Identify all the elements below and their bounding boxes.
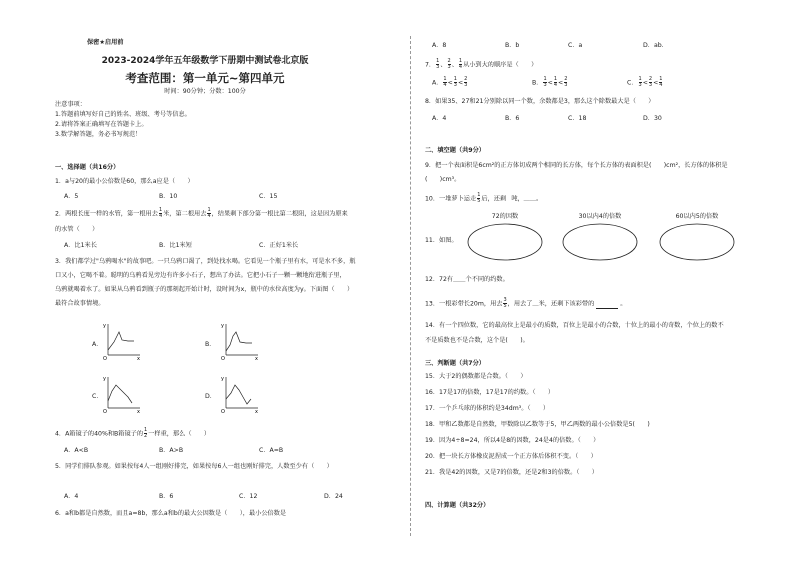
question-3-line: 最符合故事情境。: [55, 300, 105, 307]
graph-label-a[interactable]: A．: [92, 341, 103, 348]
q2-option-a[interactable]: A．比1米长: [64, 242, 97, 249]
question-15: 15．大于2的偶数都是合数。（ ）: [425, 373, 527, 380]
q5-option-a[interactable]: A．4: [64, 493, 79, 500]
question-20: 20．把一块长方体橡皮泥捏成一个正方体后体积不变。（ ）: [425, 453, 597, 460]
question-2-cont: 的水管（ ）: [55, 226, 99, 233]
q8-option-d[interactable]: D．30: [643, 115, 662, 122]
q7-option-a[interactable]: A． $\frac{1}{4}$ < $\frac{1}{3}$ < $\frac{2}{3}$: [432, 76, 468, 88]
graph-d: [220, 373, 260, 413]
q8-option-c[interactable]: C．18: [568, 115, 587, 122]
axis-x-label: x: [137, 356, 140, 360]
q8-option-b[interactable]: B．6: [505, 115, 520, 122]
axis-y-label: y: [103, 376, 106, 382]
question-19: 19．因为4÷8=24，所以4是8的因数，24是4的倍数。（ ）: [425, 437, 600, 444]
section-fill-heading: 二、填空题（共9分）: [425, 147, 485, 154]
oval-72-factors: [468, 224, 542, 260]
question-21: 21．我是42的因数，又是7的倍数，还是2和3的倍数。（ ）: [425, 469, 598, 476]
question-16: 16．17是17的倍数，17是17的约数。（ ）: [425, 389, 555, 396]
q6-option-a[interactable]: A．8: [432, 42, 447, 49]
venn-ovals: [465, 222, 755, 264]
q4-option-c[interactable]: C．A=B: [259, 447, 284, 454]
question-4: 4．A箱镜子的40%和B箱镜子的 $\frac{1}{2}$ 一样重，那么（ ）: [55, 427, 211, 439]
exam-meta: 时间：90分钟；分数：100分: [164, 88, 246, 95]
axis-origin-label: O: [103, 409, 107, 413]
graph-label-c[interactable]: C．: [92, 393, 103, 400]
question-5: 5．同学们排队参观。如果按每4人一组刚好排完，如果按每6人一组也刚好排完，人数至少有（ ）: [55, 463, 333, 470]
question-2: 2．两根长度一样的水管，第一根用去 $\frac{1}{4}$ 米，第二根用去 $\frac{1}{4}$ ，结果剩下部分第一根比第二根阻，这是因为原来: [55, 207, 348, 219]
fraction: $\frac{2}{3}$: [447, 58, 451, 70]
question-14-cont: 不是质数也不是合数，这个是( )。: [425, 337, 529, 344]
q7-option-c[interactable]: C． $\frac{1}{3}$ < $\frac{2}{3}$ < $\frac{1}{4}$: [627, 76, 663, 88]
fraction: $\frac{1}{4}$: [207, 207, 211, 219]
question-10: 10．一堆萝卜运走 $\frac{1}{5}$ 后，还剩 吨，＿＿。: [425, 192, 543, 204]
graph-b: [220, 320, 260, 360]
question-7: 7． $\frac{1}{3}$ 、 $\frac{2}{3}$ 、 $\frac{1}{4}$ 从小到大的顺序是（ ）: [425, 58, 538, 70]
axis-x-label: x: [255, 409, 258, 413]
axis-y-label: y: [103, 323, 106, 329]
question-3-line: 乌鸦就喝着水了。如果从乌鸦看到瓶子的那刻起开始计时，设时间为x，瓶中的水位高度为y。下面图（ ）: [55, 286, 354, 293]
question-11: 11．如图。: [425, 237, 458, 244]
axis-origin-label: O: [221, 356, 225, 360]
section-judge-heading: 三、判断题（共7分）: [425, 360, 485, 367]
question-18: 18．甲和乙数都是自然数，甲数除以乙数等于5，甲乙两数的最小公倍数是5( ): [425, 421, 650, 428]
section-calc-heading: 四、计算题（共32分）: [425, 502, 490, 509]
q5-option-d[interactable]: D．24: [324, 493, 343, 500]
axis-x-label: x: [137, 409, 140, 413]
axis-x-label: x: [255, 356, 258, 360]
axis-y-label: y: [221, 323, 224, 329]
secret-label: 保密★启用前: [87, 39, 124, 46]
question-17: 17．一个乒乓球的体积约是34dm³。（ ）: [425, 405, 550, 412]
fraction: $\frac{1}{3}$: [436, 58, 440, 70]
oval-4-multiples: [563, 224, 637, 260]
fraction: $\frac{3}{5}$: [503, 297, 507, 309]
section-choice-heading: 一、选择题（共16分）: [55, 164, 120, 171]
question-13: 13．一根彩带长20m，用去 $\frac{3}{5}$ ，用去了＿米，还剩下该彩带的 。: [425, 297, 627, 309]
venn-label-3: 60以内5的倍数: [675, 213, 719, 220]
note-item: 3.数学解答题，务必书写规范！: [55, 131, 142, 138]
q4-option-a[interactable]: A．A<B: [64, 447, 89, 454]
q6-option-d[interactable]: D．ab．: [643, 42, 668, 49]
question-1: 1．a与20的最小公倍数是60，那么a应是（ ）: [55, 178, 194, 185]
question-9-cont: ( )cm³。: [425, 176, 461, 183]
graph-a: [102, 320, 142, 360]
q5-option-b[interactable]: B．6: [159, 493, 174, 500]
axis-origin-label: O: [221, 409, 225, 413]
graph-label-d[interactable]: D．: [205, 393, 216, 400]
q1-option-b[interactable]: B．10: [159, 193, 178, 200]
oval-5-multiples: [660, 224, 734, 260]
venn-label-2: 30以内4的倍数: [578, 213, 622, 220]
question-6: 6．a和b都是自然数，而且a=8b，那么a和b的最大公因数是（ ），最小公倍数是: [55, 510, 287, 517]
question-3-line: 口又小，它喝不着。聪明的乌鸦看见旁边有许多小石子，想出了办法。它把小石子一颗一颗地衔进瓶子里，: [55, 272, 346, 279]
graph-c: [102, 373, 142, 413]
note-item: 2.请将答案正确填写在答题卡上。: [55, 121, 148, 128]
notes-heading: 注意事项：: [55, 101, 86, 108]
note-item: 1.答题前填写好自己的姓名、班级、考号等信息。: [55, 111, 191, 118]
axis-origin-label: O: [103, 356, 107, 360]
column-divider: [410, 36, 411, 536]
question-14: 14．有一个四位数，它的最高位上是最小的质数，百位上是最小的合数，十位上的最小的奇数，个位上的数不: [425, 322, 724, 329]
exam-subtitle: 考查范围：第一单元~第四单元: [125, 71, 285, 85]
question-12: 12．72有＿＿个不同的约数。: [425, 276, 509, 283]
q4-option-b[interactable]: B．A>B: [159, 447, 184, 454]
q2-option-c[interactable]: C．正好1米长: [259, 242, 299, 249]
graph-label-b[interactable]: B．: [205, 341, 216, 348]
q1-option-a[interactable]: A．5: [64, 193, 79, 200]
question-3-line: 3．我们都学过"乌鸦喝水"的故事吧。一只乌鸦口渴了，到处找水喝。它看见一个瓶子里有水，可是水不多，瓶: [55, 258, 356, 265]
q2-option-b[interactable]: B．比1米短: [159, 242, 192, 249]
q6-option-c[interactable]: C．a: [568, 42, 583, 49]
exam-title: 2023-2024学年五年级数学下册期中测试卷北京版: [101, 56, 309, 66]
q8-option-a[interactable]: A．4: [432, 115, 447, 122]
fraction: $\frac{1}{4}$: [458, 58, 463, 70]
question-8: 8．如果35、27和21分别除以同一个数，余数都是3，那么这个除数最大是（ ）: [425, 98, 655, 105]
q5-option-c[interactable]: C．12: [239, 493, 258, 500]
q6-option-b[interactable]: B．b: [505, 42, 520, 49]
venn-label-1: 72的因数: [491, 213, 519, 220]
fraction: $\frac{1}{5}$: [477, 192, 481, 204]
fraction: $\frac{1}{4}$: [158, 207, 163, 219]
q1-option-c[interactable]: C．15: [259, 193, 278, 200]
q7-option-b[interactable]: B． $\frac{1}{3}$ < $\frac{1}{4}$ < $\frac{2}{3}$: [532, 76, 568, 88]
question-9: 9．把一个表面积是6cm²的正方体切成两个相同的长方体，每个长方体的表面积是( )cm²，长方体的体积是: [425, 162, 728, 169]
fraction: $\frac{1}{2}$: [144, 427, 148, 439]
axis-y-label: y: [221, 376, 224, 382]
